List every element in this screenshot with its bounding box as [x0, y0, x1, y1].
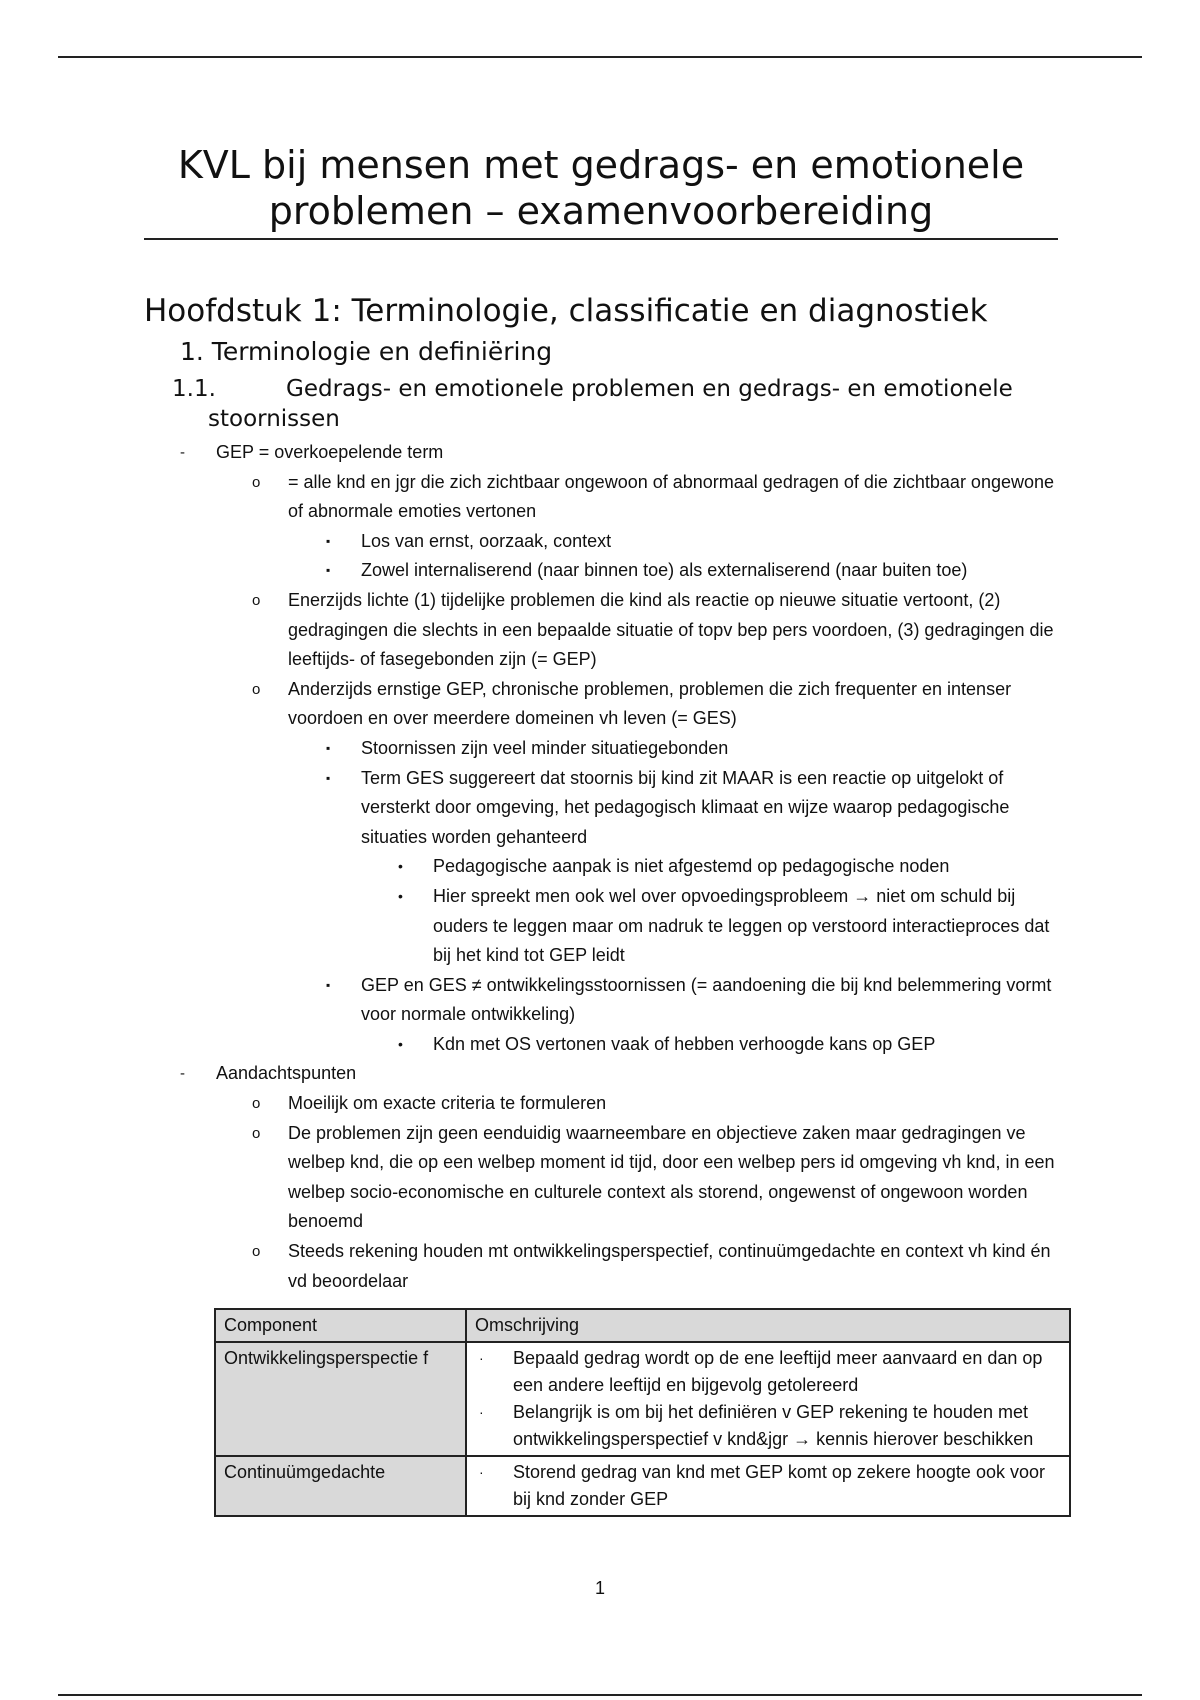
header-description: Omschrijving	[466, 1309, 1070, 1342]
list-item: o Enerzijds lichte (1) tijdelijke problemen die kind als reactie op nieuwe situatie vertoont, (2) gedragingen die slechts in een bepaalde situatie of topv bep pers voordoen, (3) gedragingen die leeftijds- of fasegebonden zijn (= GEP)	[0, 586, 1058, 675]
list-item: ▪ Term GES suggereert dat stoornis bij kind zit MAAR is een reactie op uitgelokt of versterkt door omgeving, het pedagogisch klimaat en wijze waarop pedagogische situaties worden gehanteerd	[0, 764, 1061, 853]
footer-rule	[58, 1694, 1142, 1696]
dot-bullet-icon: ·	[479, 1404, 484, 1420]
square-bullet-icon: ▪	[326, 563, 331, 578]
component-cell: Ontwikkelingsperspectie f	[215, 1342, 466, 1456]
list-item: · Belangrijk is om bij het definiëren v GEP rekening te houden met ontwikkelingsperspectief v knd&jgr → kennis hierover beschikken	[475, 1399, 1061, 1453]
list-item: · Storend gedrag van knd met GEP komt op zekere hoogte ook voor bij knd zonder GEP	[475, 1459, 1061, 1513]
list-item: • Pedagogische aanpak is niet afgestemd op pedagogische noden	[0, 852, 1063, 882]
square-bullet-icon: ▪	[326, 977, 331, 992]
circle-bullet-icon: o	[252, 1095, 261, 1113]
header-rule	[58, 56, 1142, 58]
list-item: • Kdn met OS vertonen vaak of hebben verhoogde kans op GEP	[0, 1030, 1063, 1060]
page-number: 1	[594, 1578, 605, 1598]
subsection-number: 1.1.	[172, 376, 216, 402]
square-bullet-icon: ▪	[326, 770, 331, 785]
list-item: • Hier spreekt men ook wel over opvoedingsprobleem → niet om schuld bij ouders te leggen maar om nadruk te leggen op verstoord interactieproces dat bij het kind tot GEP leidt	[0, 882, 1063, 971]
list-item: · Bepaald gedrag wordt op de ene leeftijd meer aanvaard en dan op een andere leeftijd en bijgevolg getolereerd	[475, 1345, 1061, 1399]
component-cell: Continuümgedachte	[215, 1456, 466, 1516]
table-row	[215, 1456, 1070, 1516]
list-item: ▪ Los van ernst, oorzaak, context	[0, 527, 1061, 557]
description-cell	[466, 1342, 1070, 1456]
dot-bullet-icon: ·	[479, 1350, 484, 1366]
list-item: o De problemen zijn geen eenduidig waarneembare en objectieve zaken maar gedragingen ve welbep knd, die op een welbep moment id tijd, door een welbep pers id omgeving vh knd, in een welbep socio-economische en culturele context als storend, ongewenst of ongewoon worden benoemd	[0, 1119, 1058, 1237]
list-item: - Aandachtspunten	[0, 1059, 1200, 1089]
dot-bullet-icon: ·	[479, 1464, 484, 1480]
square-bullet-icon: ▪	[326, 740, 331, 755]
title-line-1: KVL bij mensen met gedrags- en emotionele	[177, 143, 1025, 187]
list-item: o = alle knd en jgr die zich zichtbaar ongewoon of abnormaal gedragen of die zichtbaar ongewone of abnormale emoties vertonen	[0, 468, 1058, 527]
square-bullet-icon: ▪	[326, 533, 331, 548]
dash-bullet-icon: -	[180, 444, 185, 461]
list-item: ▪ Zowel internaliserend (naar binnen toe) als externaliserend (naar buiten toe)	[0, 556, 1061, 586]
list-item: o Steeds rekening houden mt ontwikkelingsperspectief, continuümgedachte en context vh kind én vd beoordelaar	[0, 1237, 1058, 1296]
circle-bullet-icon: o	[252, 591, 261, 609]
document-body	[0, 438, 1200, 1296]
table-header-row	[215, 1309, 1070, 1342]
components-table	[214, 1308, 1071, 1517]
circle-bullet-icon: o	[252, 680, 261, 698]
document-title	[144, 142, 1058, 240]
circle-bullet-icon: o	[252, 1243, 261, 1261]
section-heading: 1. Terminologie en definiëring	[180, 337, 553, 366]
header-component: Component	[215, 1309, 466, 1342]
subsection-heading	[172, 374, 1072, 434]
dot-bullet-icon: •	[398, 1035, 403, 1052]
dash-bullet-icon: -	[180, 1065, 185, 1083]
circle-bullet-icon: o	[252, 1124, 261, 1142]
list-item: o Anderzijds ernstige GEP, chronische problemen, problemen die zich frequenter en intenser voordoen en over meerdere domeinen vh leven (= GES)	[0, 675, 1058, 734]
dot-bullet-icon: •	[398, 887, 403, 904]
description-cell	[466, 1456, 1070, 1516]
subsection-title-continued: stoornissen	[208, 406, 340, 432]
circle-bullet-icon: o	[252, 473, 261, 491]
list-item: - GEP = overkoepelende term	[0, 438, 1200, 468]
title-line-2: problemen – examenvoorbereiding	[268, 189, 934, 233]
chapter-heading: Hoofdstuk 1: Terminologie, classificatie en diagnostiek	[144, 293, 988, 329]
table-row	[215, 1342, 1070, 1456]
list-item: ▪ GEP en GES ≠ ontwikkelingsstoornissen (= aandoening die bij knd belemmering vormt voor normale ontwikkeling)	[0, 971, 1061, 1030]
dot-bullet-icon: •	[398, 858, 403, 875]
list-item: o Moeilijk om exacte criteria te formuleren	[0, 1089, 1058, 1119]
list-item: ▪ Stoornissen zijn veel minder situatiegebonden	[0, 734, 1061, 764]
subsection-title: Gedrags- en emotionele problemen en gedrags- en emotionele	[286, 376, 1013, 402]
